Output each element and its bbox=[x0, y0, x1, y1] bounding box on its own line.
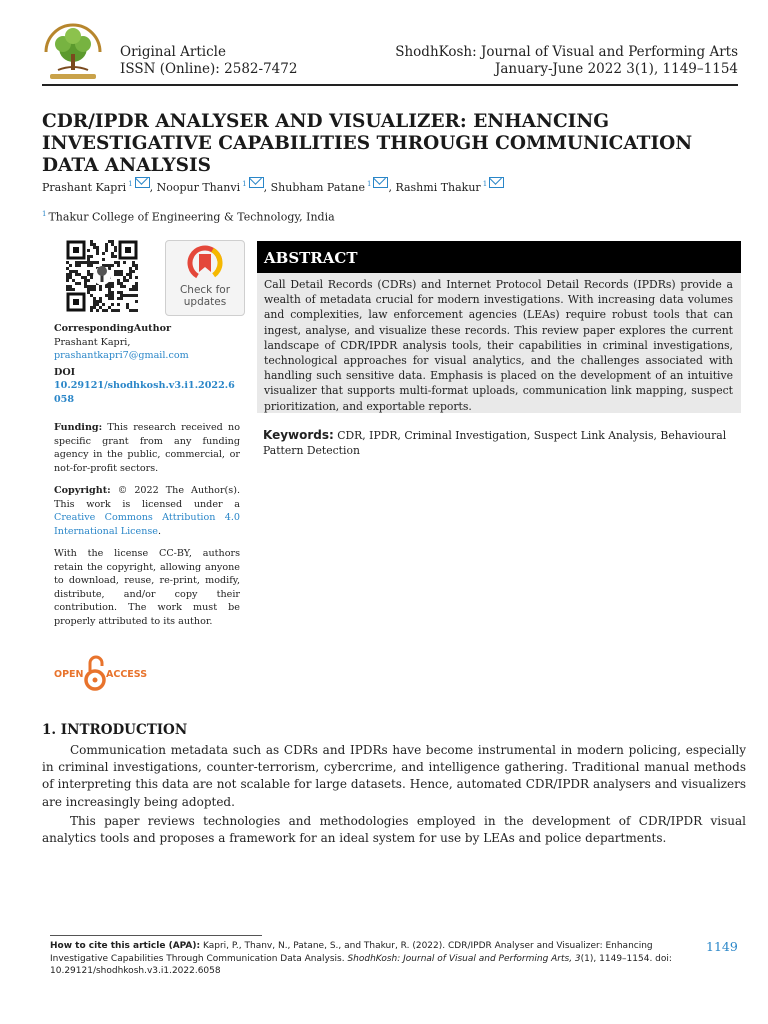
open-access-word2: ACCESS bbox=[106, 669, 148, 680]
email-icon[interactable] bbox=[373, 177, 388, 188]
email-icon[interactable] bbox=[135, 177, 150, 188]
author-name: Shubham Patane bbox=[270, 181, 365, 194]
funding-block bbox=[54, 421, 240, 475]
footer-divider bbox=[50, 935, 262, 936]
author-sup: 1 bbox=[482, 180, 488, 189]
corresponding-author-block bbox=[54, 322, 240, 407]
check-updates-icon bbox=[187, 245, 223, 281]
keywords bbox=[263, 428, 733, 458]
corresponding-label: CorrespondingAuthor bbox=[54, 323, 172, 334]
check-for-updates-badge[interactable] bbox=[165, 240, 245, 316]
journal-issue: January-June 2022 3(1), 1149–1154 bbox=[494, 61, 738, 77]
author-sup: 1 bbox=[128, 180, 133, 189]
copyright-label: Copyright: bbox=[54, 485, 111, 496]
author-separator: , bbox=[263, 181, 271, 194]
author-name: Rashmi Thakur bbox=[395, 181, 481, 194]
intro-paragraph-2: This paper reviews technologies and methodologies employed in the development of CDR/IPDR visual analytics tools and proposes a framework for an ideal system for use by LEAs and police departments. bbox=[42, 814, 746, 846]
affiliation bbox=[42, 210, 335, 224]
author-separator: , bbox=[388, 181, 396, 194]
intro-paragraph-1: Communication metadata such as CDRs and IPDRs have become instrumental in modern policing, especially in criminal investigations, counter-terrorism, cybercrime, and intelligence gathering. Traditional manual methods of interpreting this data are not scalable for large datasets. Hence, automated CDR/IPDR analysers and visualizers are increasingly being adopted. bbox=[42, 743, 746, 809]
author-sup: 1 bbox=[242, 180, 247, 189]
affiliation-sup: 1 bbox=[42, 210, 47, 218]
author-sup: 1 bbox=[366, 180, 372, 189]
open-access-word1: OPEN bbox=[54, 669, 84, 680]
paper-title: CDR/IPDR ANALYSER AND VISUALIZER: ENHANCING INVESTIGATIVE CAPABILITIES THROUGH COMMUNICATION DATA ANALYSIS bbox=[42, 111, 693, 176]
corresponding-email-link[interactable]: prashantkapri7@gmail.com bbox=[54, 350, 189, 362]
cite-journal: ShodhKosh: Journal of Visual and Performing Arts, 3 bbox=[347, 953, 581, 964]
doi-link[interactable]: 10.29121/shodhkosh.v3.i1.2022.6058 bbox=[54, 380, 235, 405]
copyright-text: © 2022 The Author(s). This work is licensed under a bbox=[54, 485, 240, 510]
header-right bbox=[395, 44, 738, 78]
cite-text: Kapri, P., Thanv, N., Patane, S., and Thakur, R. (2022). CDR/IPDR Analyser and Visualizer: Enhancing Investigative Capabilities Through Communication Data Analysis. bbox=[50, 941, 653, 964]
journal-name: ShodhKosh: Journal of Visual and Performing Arts bbox=[395, 44, 738, 60]
keywords-label: Keywords: bbox=[263, 428, 334, 442]
check-updates-line2: updates bbox=[183, 296, 227, 308]
email-icon[interactable] bbox=[489, 177, 504, 188]
open-access-logo bbox=[54, 655, 154, 691]
keywords-text: CDR, IPDR, Criminal Investigation, Suspect Link Analysis, Behavioural Pattern Detection bbox=[263, 429, 727, 457]
citation-footer bbox=[50, 940, 698, 978]
doi-label: DOI bbox=[54, 366, 76, 378]
check-updates-line1: Check for bbox=[179, 284, 231, 296]
open-lock-icon bbox=[84, 655, 106, 691]
email-icon[interactable] bbox=[249, 177, 264, 188]
copyright-block bbox=[54, 484, 240, 538]
header-left bbox=[120, 44, 297, 78]
cite-label: How to cite this article (APA): bbox=[50, 941, 201, 951]
page-number: 1149 bbox=[706, 939, 738, 954]
qr-code[interactable] bbox=[66, 240, 138, 312]
journal-logo bbox=[38, 22, 108, 84]
affiliation-text: Thakur College of Engineering & Technology, India bbox=[48, 210, 335, 224]
license-note: With the license CC-BY, authors retain the copyright, allowing anyone to download, reuse, re-print, modify, distribute, and/or copy their contribution. The work must be properly attributed to its author. bbox=[54, 548, 240, 627]
license-end: . bbox=[157, 525, 162, 537]
author-name: Prashant Kapri bbox=[42, 181, 127, 194]
license-link[interactable]: Creative Commons Attribution 4.0 International License bbox=[54, 512, 240, 537]
issn: ISSN (Online): 2582-7472 bbox=[120, 61, 298, 77]
abstract-text: Call Detail Records (CDRs) and Internet Protocol Detail Records (IPDRs) provide a wealth of metadata crucial for modern investigations. With increasing data volumes and complexities, law enforcement agencies (LEAs) require robust tools that can ingest, analyse, and visualize these records. This review paper explores the current landscape of CDR/IPDR analysis tools, their capabilities in criminal investigations, technological approaches for visual analytics, and the challenges associated with handling such sensitive data. Emphasis is placed on the development of an intuitive visualizer that supports multi-format uploads, communication link mapping, suspect prioritization, and exportable reports. bbox=[257, 273, 741, 413]
cite-issue: (1), 1149–1154. doi: 10.29121/shodhkosh.v3.i1.2022.6058 bbox=[50, 953, 672, 976]
corresponding-name: Prashant Kapri, bbox=[54, 336, 131, 348]
author-separator: , bbox=[149, 181, 157, 194]
funding-label: Funding: bbox=[54, 422, 103, 433]
funding-text: This research received no specific grant from any funding agency in the public, commercial, or not-for-profit sectors. bbox=[54, 422, 240, 474]
author-list bbox=[42, 177, 504, 194]
author-name: Noopur Thanvi bbox=[156, 181, 241, 194]
section-heading-introduction: 1. INTRODUCTION bbox=[42, 722, 188, 738]
article-type: Original Article bbox=[120, 44, 226, 60]
abstract-heading: ABSTRACT bbox=[257, 241, 741, 273]
header-divider bbox=[42, 84, 738, 86]
